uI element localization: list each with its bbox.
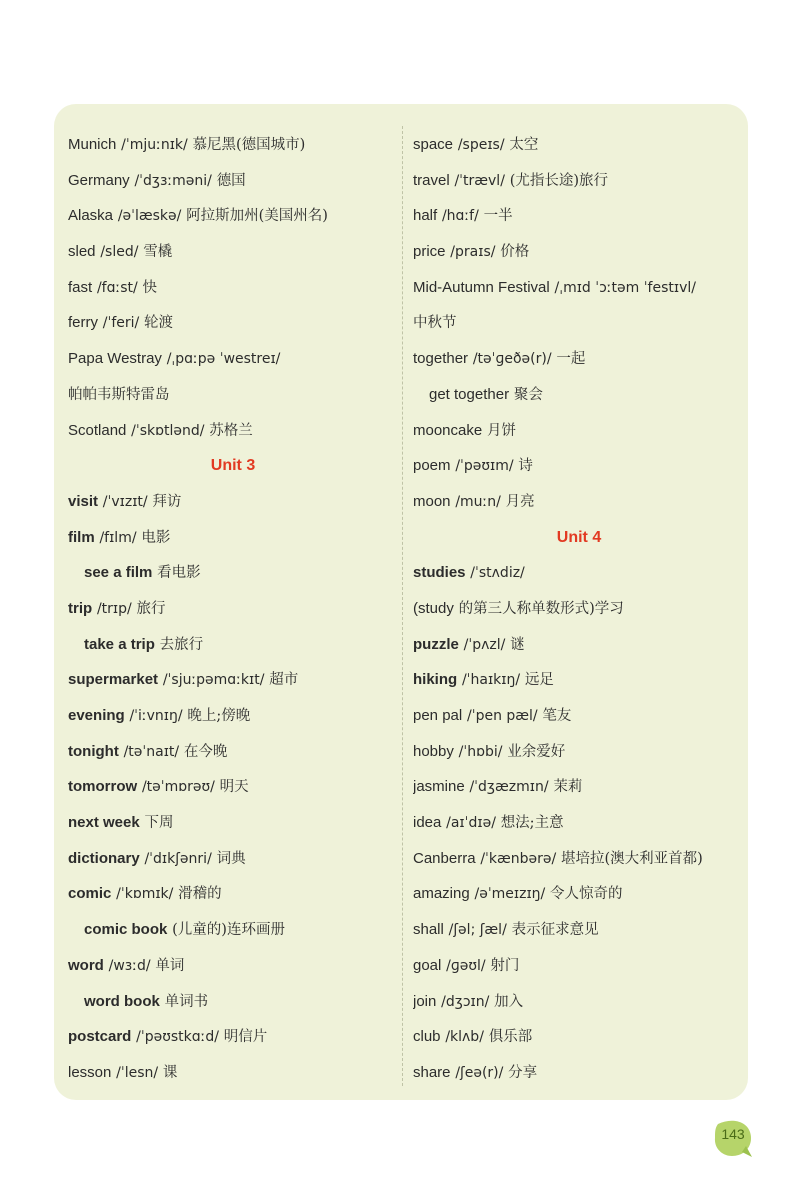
vocab-entry [413, 270, 745, 306]
chinese-meaning: 雪橇 [143, 244, 173, 261]
vocab-word: postcard [68, 1028, 132, 1046]
vocab-entry [413, 127, 745, 163]
chinese-meaning: 单词书 [164, 993, 209, 1010]
vocab-word: word book [84, 992, 160, 1010]
chinese-meaning: 单词 [155, 957, 185, 974]
vocab-word: hobby [413, 742, 454, 760]
vocab-word: Papa Westray [68, 350, 162, 368]
vocab-word: club [413, 1028, 441, 1046]
vocab-word: word [68, 956, 104, 974]
vocab-entry [68, 127, 398, 163]
vocab-entry [413, 627, 745, 663]
vocab-word: goal [413, 956, 442, 974]
vocab-entry [413, 948, 745, 984]
chinese-meaning: 一起 [556, 351, 586, 368]
vocab-entry [68, 198, 398, 234]
chinese-meaning: 月饼 [487, 422, 516, 439]
phonetic: /ˈskɒtlənd/ [131, 422, 205, 439]
phonetic: /ˈpʌzl/ [463, 636, 506, 653]
vocab-word: evening [68, 707, 125, 724]
chinese-meaning: (尤指长途)旅行 [509, 172, 609, 189]
phonetic: /ˈmjuːnɪk/ [121, 137, 188, 153]
vocab-entry [68, 805, 398, 841]
chinese-meaning: 晚上;傍晚 [187, 708, 251, 724]
chinese-meaning: 价格 [500, 244, 530, 261]
chinese-meaning: 去旅行 [159, 636, 204, 653]
phonetic: /ˈvɪzɪt/ [102, 493, 148, 510]
vocab-entry [413, 984, 745, 1020]
phonetic: /speɪs/ [457, 137, 505, 153]
vocab-word: film [68, 528, 95, 546]
vocab-entry [413, 912, 745, 948]
vocab-word: together [413, 350, 469, 368]
chinese-meaning: 聚会 [513, 386, 543, 403]
chinese-meaning: 想法;主意 [500, 815, 564, 832]
vocab-entry [413, 198, 745, 234]
vocab-entry [68, 1055, 398, 1091]
phonetic: /ˈlesn/ [116, 1064, 159, 1081]
chinese-meaning: 业余爱好 [507, 743, 566, 760]
vocab-word: supermarket [68, 671, 159, 689]
vocab-word: ferry [68, 314, 98, 332]
chinese-meaning: 明天 [219, 779, 249, 796]
vocab-word: mooncake [413, 421, 483, 439]
chinese-meaning: 在今晚 [183, 743, 228, 760]
vocab-entry [68, 984, 398, 1020]
chinese-meaning: 太空 [509, 137, 539, 153]
vocab-entry [68, 484, 398, 520]
phonetic: /dʒɔɪn/ [441, 993, 490, 1010]
phonetic: /klʌb/ [445, 1029, 484, 1046]
vocab-entry [68, 912, 398, 948]
vocab-word: puzzle [413, 635, 459, 653]
phonetic: /ˈsjuːpəmɑːkɪt/ [162, 672, 265, 689]
vocab-entry [68, 698, 398, 734]
vocab-word: poem [413, 457, 451, 475]
phonetic: /ˈhɒbi/ [458, 743, 503, 760]
vocab-entry [413, 1019, 745, 1055]
chinese-meaning: 加入 [494, 993, 524, 1010]
vocab-word: Alaska [68, 207, 114, 225]
chinese-meaning: 笔友 [542, 708, 572, 724]
chinese-meaning: 超市 [269, 672, 299, 689]
phonetic: /ˈiːvnɪŋ/ [129, 708, 183, 724]
vocab-word: Munich [68, 136, 117, 153]
phonetic: /ˈkænbərə/ [480, 850, 557, 867]
chinese-meaning: 帕帕韦斯特雷岛 [68, 386, 170, 403]
vocab-entry [413, 805, 745, 841]
vocab-word: fast [68, 278, 93, 296]
chinese-meaning: 谜 [510, 636, 525, 653]
vocab-word: (study [413, 599, 454, 617]
chinese-meaning: (儿童的)连环画册 [172, 922, 285, 939]
phonetic: /ˌmɪd ˈɔːtəm ˈfestɪvl/ [554, 279, 696, 296]
vocab-word: lesson [68, 1063, 112, 1081]
vocab-word: comic [68, 885, 112, 903]
vocab-word: studies [413, 564, 466, 582]
phonetic: /ˈkɒmɪk/ [116, 886, 174, 903]
chinese-meaning: 下周 [144, 815, 174, 832]
vocab-entry [68, 662, 398, 698]
chinese-meaning: 一半 [483, 208, 513, 225]
vocab-entry [68, 948, 398, 984]
vocab-entry [68, 876, 398, 912]
vocab-entry [68, 413, 398, 449]
chinese-meaning: 远足 [524, 672, 554, 689]
vocab-entry [413, 163, 745, 199]
right-vocab-column [413, 127, 745, 1091]
vocab-entry [68, 1019, 398, 1055]
phonetic: /praɪs/ [450, 244, 496, 261]
vocab-entry [413, 377, 745, 413]
vocab-entry [413, 413, 745, 449]
vocab-word: price [413, 243, 446, 261]
vocab-entry [413, 234, 745, 270]
chinese-meaning: 旅行 [136, 600, 166, 617]
phonetic: /təˈmɒrəʊ/ [141, 779, 215, 796]
chinese-meaning: 德国 [216, 172, 246, 189]
phonetic: /ʃəl; ʃæl/ [448, 922, 507, 939]
vocab-word: next week [68, 814, 140, 832]
chinese-meaning: 看电影 [157, 565, 201, 582]
vocab-word: get together [429, 385, 510, 403]
phonetic: /ˈdʒæzmɪn/ [469, 779, 549, 796]
phonetic: /sled/ [100, 244, 139, 261]
phonetic: /trɪp/ [96, 600, 132, 617]
phonetic: /ˈstʌdiz/ [470, 565, 525, 582]
chinese-meaning: 中秋节 [413, 315, 457, 332]
phonetic: /fɑːst/ [96, 279, 138, 296]
vocab-entry [68, 341, 398, 377]
unit-heading: Unit 3 [210, 457, 256, 475]
phonetic: /hɑːf/ [441, 208, 479, 225]
phonetic: /ˈferi/ [102, 315, 140, 332]
chinese-meaning: 堪培拉(澳大利亚首都) [561, 850, 703, 867]
vocab-word: tonight [68, 742, 119, 760]
vocab-entry [68, 591, 398, 627]
vocab-entry [413, 305, 745, 341]
vocab-entry [413, 876, 745, 912]
phonetic: /ɡəʊl/ [446, 957, 486, 974]
chinese-meaning: 分享 [508, 1064, 538, 1081]
vocab-word: idea [413, 814, 442, 832]
vocab-word: moon [413, 492, 451, 510]
chinese-meaning: 电影 [141, 529, 171, 546]
vocab-word: share [413, 1063, 451, 1081]
chinese-meaning: 滑稽的 [178, 886, 222, 903]
chinese-meaning: 词典 [216, 850, 246, 867]
vocab-word: trip [68, 599, 93, 617]
vocab-word: amazing [413, 885, 470, 903]
phonetic: /ʃeə(r)/ [455, 1064, 504, 1081]
chinese-meaning: 明信片 [223, 1029, 268, 1046]
vocab-entry [68, 734, 398, 770]
chinese-meaning: 轮渡 [144, 315, 174, 332]
phonetic: /ˈpen pæl/ [467, 708, 538, 724]
vocab-entry [413, 341, 745, 377]
phonetic: /ˈdʒɜːməni/ [134, 172, 212, 189]
phonetic: /təˈɡeðə(r)/ [472, 351, 552, 368]
vocab-word: visit [68, 492, 99, 510]
vocab-entry [68, 520, 398, 556]
chinese-meaning: 俱乐部 [488, 1029, 533, 1046]
vocab-word: take a trip [84, 635, 155, 653]
chinese-meaning: 课 [162, 1064, 178, 1081]
vocab-word: see a film [84, 564, 153, 582]
vocab-word: hiking [413, 671, 458, 689]
chinese-meaning: 表示征求意见 [511, 922, 599, 939]
vocab-word: Canberra [413, 849, 476, 867]
vocab-entry [413, 769, 745, 805]
vocab-word: Germany [68, 171, 130, 189]
page-number: 143 [721, 1126, 745, 1142]
vocab-entry [413, 1055, 745, 1091]
vocab-entry [413, 841, 745, 877]
vocab-word: pen pal [413, 707, 463, 724]
phonetic: /ˈpəʊɪm/ [455, 458, 514, 475]
chinese-meaning: 令人惊奇的 [550, 886, 623, 903]
vocab-entry [68, 769, 398, 805]
phonetic: /ˈdɪkʃənri/ [144, 850, 212, 867]
vocab-entry [68, 377, 398, 413]
vocab-entry [68, 841, 398, 877]
vocab-entry [413, 555, 745, 591]
phonetic: /təˈnaɪt/ [123, 743, 180, 760]
vocab-word: dictionary [68, 849, 140, 867]
phonetic: /ˈtrævl/ [454, 172, 505, 189]
vocab-word: tomorrow [68, 778, 138, 796]
column-divider [402, 126, 403, 1086]
vocab-entry [413, 662, 745, 698]
vocab-word: shall [413, 921, 444, 939]
vocab-entry [413, 591, 745, 627]
chinese-meaning: 拜访 [152, 493, 182, 510]
vocab-entry [68, 234, 398, 270]
chinese-meaning: 苏格兰 [209, 422, 253, 439]
vocab-entry [68, 163, 398, 199]
chinese-meaning: 快 [142, 279, 157, 296]
phonetic: /ˈpəʊstkɑːd/ [136, 1029, 219, 1046]
vocab-word: comic book [84, 921, 168, 939]
chinese-meaning: 阿拉斯加州(美国州名) [186, 208, 328, 225]
phonetic: /ˈhaɪkɪŋ/ [461, 672, 521, 689]
vocab-entry [413, 448, 745, 484]
vocab-entry [68, 270, 398, 306]
vocab-word: sled [68, 243, 96, 261]
phonetic: /əˈlæskə/ [117, 208, 182, 225]
phonetic: /əˈmeɪzɪŋ/ [474, 886, 546, 903]
left-vocab-column [68, 127, 398, 1091]
phonetic: /ˌpɑːpə ˈwestreɪ/ [166, 351, 281, 368]
vocab-word: half [413, 207, 438, 225]
phonetic: /wɜːd/ [108, 957, 151, 974]
phonetic: /fɪlm/ [99, 529, 137, 546]
vocab-entry [413, 734, 745, 770]
vocab-word: Scotland [68, 421, 127, 439]
chinese-meaning: 诗 [518, 458, 533, 475]
vocab-word: travel [413, 171, 450, 189]
vocab-word: join [413, 992, 437, 1010]
vocab-entry [68, 555, 398, 591]
unit-heading: Unit 4 [556, 528, 602, 546]
vocab-entry [413, 698, 745, 734]
chinese-meaning: 月亮 [505, 493, 535, 510]
vocab-entry [68, 627, 398, 663]
vocab-word: Mid-Autumn Festival [413, 278, 550, 296]
chinese-meaning: 的第三人称单数形式)学习 [458, 600, 624, 617]
chinese-meaning: 茉莉 [553, 779, 583, 796]
phonetic: /muːn/ [455, 493, 501, 510]
phonetic: /aɪˈdɪə/ [446, 815, 496, 832]
vocab-entry [68, 305, 398, 341]
vocab-word: space [413, 136, 454, 153]
vocab-word: jasmine [413, 778, 465, 796]
chinese-meaning: 射门 [490, 957, 520, 974]
chinese-meaning: 慕尼黑(德国城市) [192, 137, 306, 153]
vocab-entry [413, 484, 745, 520]
